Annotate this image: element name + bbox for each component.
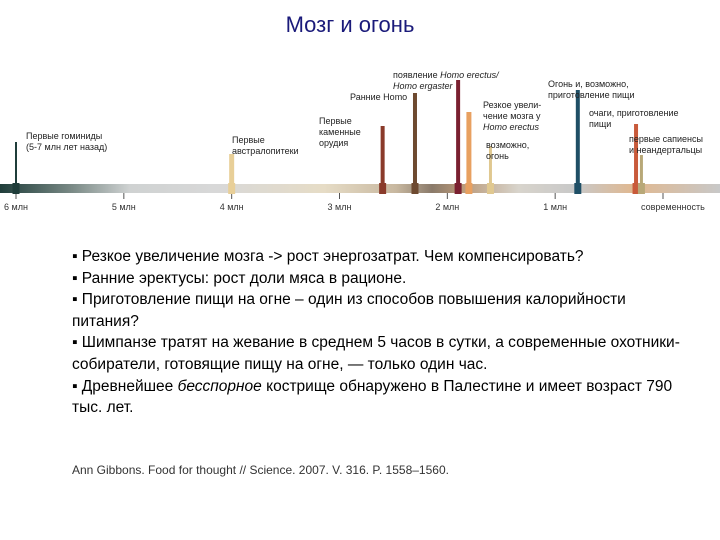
- bullet-item: [72, 332, 692, 375]
- citation: Ann Gibbons. Food for thought // Science. 2007. V. 316. P. 1558–1560.: [72, 463, 449, 477]
- event-marker-first-stone-tools: [381, 126, 385, 184]
- event-label-first-stone-tools: Первые каменные орудия: [319, 116, 361, 148]
- event-label-early-homo: Ранние Homo: [350, 92, 408, 102]
- bullet-item: [72, 268, 692, 290]
- event-knob-possibly-fire: [487, 183, 494, 194]
- timeline-diagram: [0, 60, 720, 220]
- bullet-text: кострище обнаружено в Палестине и имеет возраст 790 тыс. лет.: [72, 377, 673, 417]
- bullet-text: ▪ Приготовление пищи на огне – один из способов повышения калорийности питания?: [72, 291, 626, 330]
- bullet-list: [72, 246, 692, 419]
- tick-label: 3 млн: [327, 202, 352, 212]
- event-label-brain-increase: Резкое увели-чение мозга у Homo erectus: [483, 100, 542, 132]
- event-knob-early-homo: [411, 183, 418, 194]
- event-marker-first-australopithecines: [229, 154, 234, 184]
- bullet-item: [72, 376, 692, 419]
- event-marker-first-sapiens: [640, 155, 643, 184]
- tick-label: 6 млн: [4, 202, 28, 212]
- event-knob-fire-cooking: [574, 183, 581, 194]
- event-label-homo-erectus-appearance: появление Homo erectus/ Homo ergaster: [393, 70, 499, 91]
- event-label-fire-cooking: Огонь и, возможно, приготовление пищи: [548, 79, 635, 100]
- tick-label: 2 млн: [435, 202, 460, 212]
- event-label-possibly-fire: возможно, огонь: [486, 140, 530, 161]
- event-label-first-sapiens: первые сапиенсы и неандертальцы: [629, 134, 703, 155]
- event-knob-homo-erectus-appearance: [455, 183, 462, 194]
- bullet-item: [72, 289, 692, 332]
- tick-label: современность: [641, 202, 705, 212]
- event-label-first-australopithecines: Первые австралопитеки: [232, 135, 299, 156]
- event-knob-first-sapiens: [638, 183, 645, 194]
- event-knob-first-stone-tools: [379, 183, 386, 194]
- slide-title: Мозг и огонь: [285, 12, 415, 37]
- event-marker-homo-erectus-appearance: [456, 80, 460, 184]
- event-knob-first-australopithecines: [228, 183, 235, 194]
- event-label-first-hominids: Первые гоминиды (5-7 млн лет назад): [26, 131, 108, 152]
- bullet-emphasis: бесспорное: [177, 377, 262, 395]
- tick-label: 4 млн: [219, 202, 244, 212]
- event-label-hearths-cooking: очаги, приготовление пищи: [589, 108, 679, 129]
- bullet-item: [72, 246, 692, 268]
- event-marker-brain-increase: [466, 112, 471, 184]
- bullet-text: ▪ Древнейшее: [72, 377, 178, 395]
- bullet-text: ▪ Резкое увеличение мозга -> рост энергозатрат. Чем компенсировать?: [72, 248, 584, 265]
- tick-label: 1 млн: [543, 202, 568, 212]
- event-knob-brain-increase: [465, 183, 472, 194]
- tick-label: 5 млн: [111, 202, 136, 212]
- event-marker-fire-cooking: [576, 90, 580, 184]
- bullet-text: ▪ Шимпанзе тратят на жевание в среднем 5 часов в сутки, а современные охотники-собиратели, готовящие пищу на огне, — только один час.: [72, 334, 680, 373]
- event-marker-early-homo: [413, 93, 417, 184]
- event-knob-first-hominids: [13, 183, 20, 194]
- bullet-text: ▪ Ранние эректусы: рост доли мяса в рационе.: [72, 269, 407, 287]
- event-marker-first-hominids: [15, 142, 17, 184]
- timeline-bar: [0, 184, 720, 193]
